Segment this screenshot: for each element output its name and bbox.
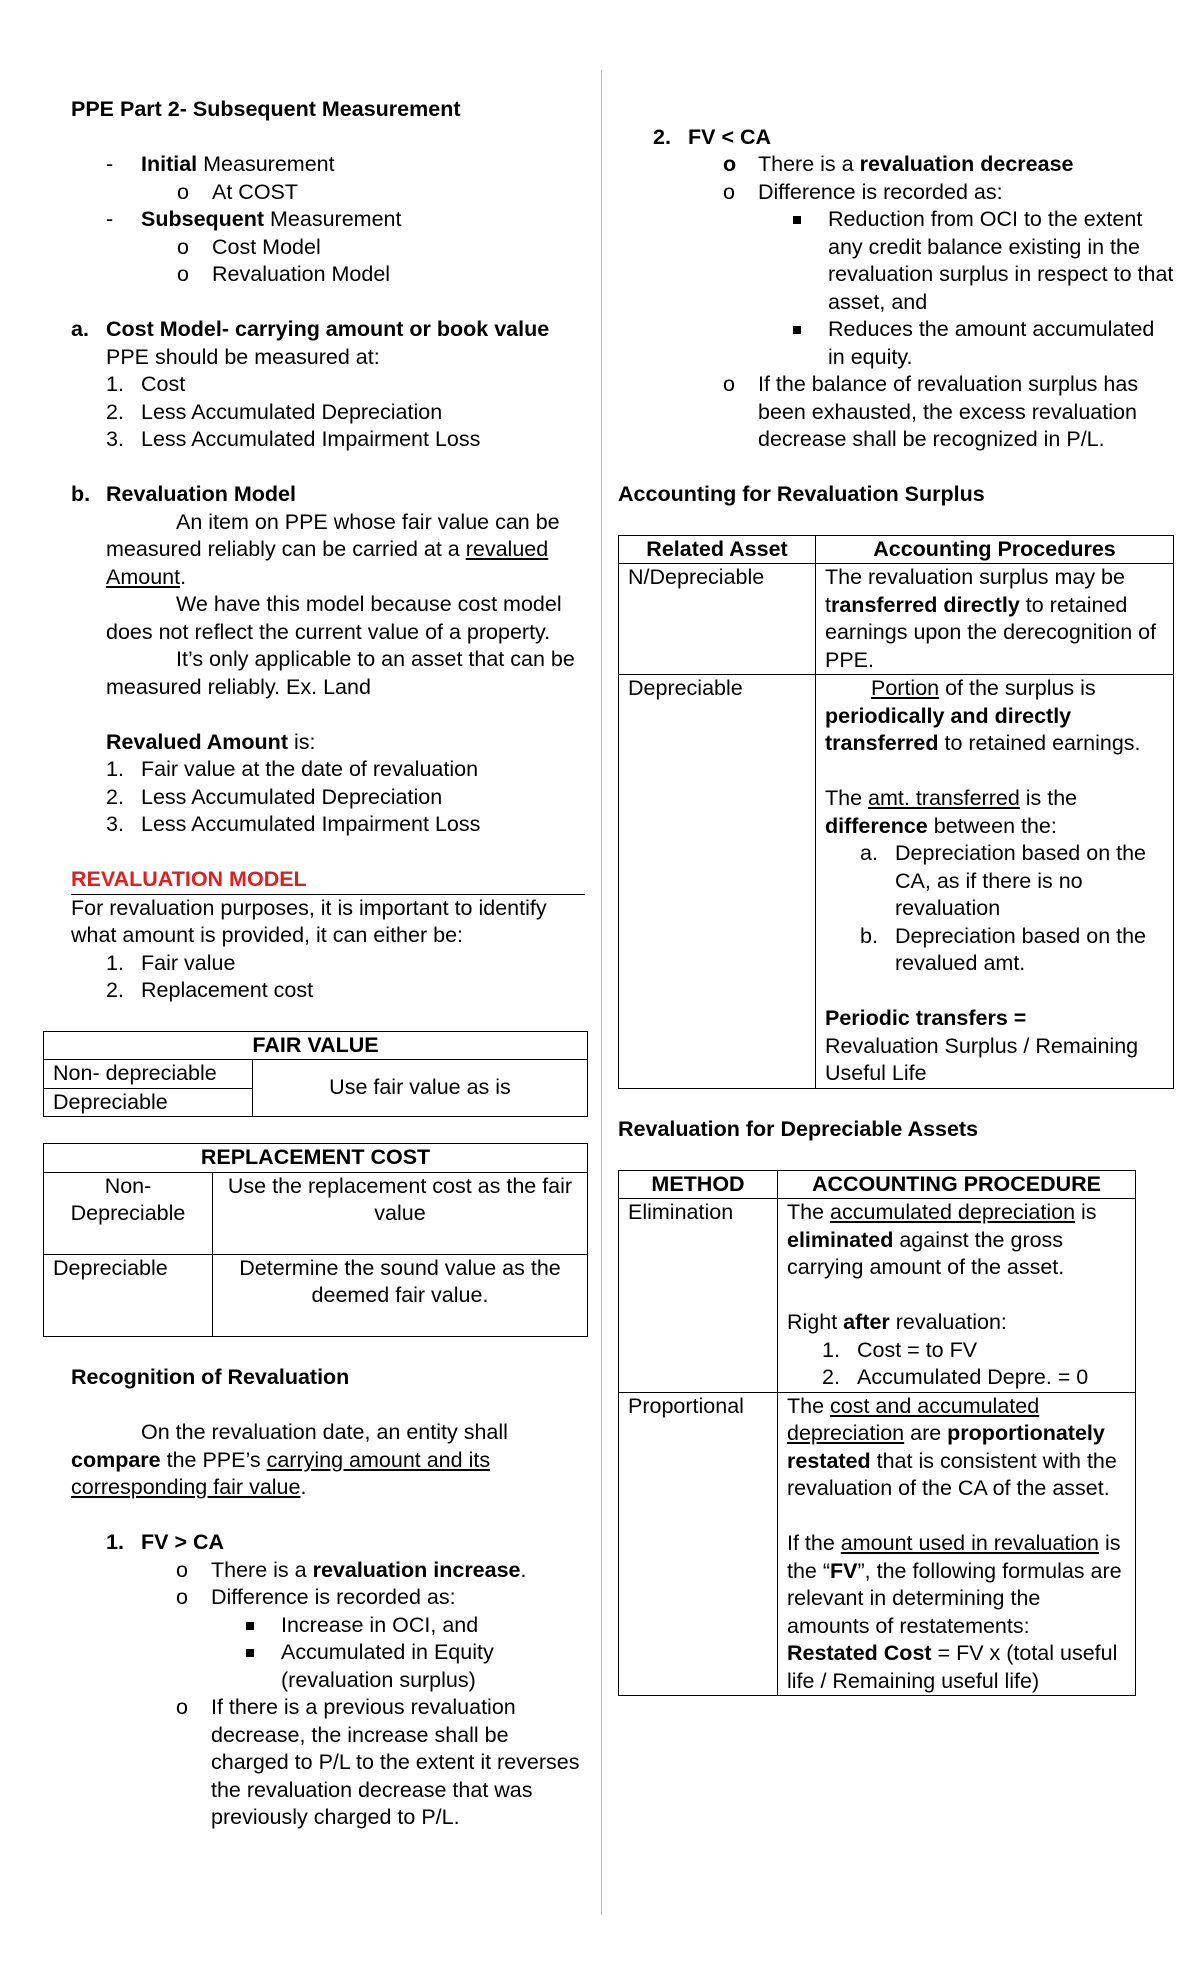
list-item: a. Depreciation based on the CA, as if there is no revaluation xyxy=(860,841,1147,920)
list-item: o Difference is recorded as: xyxy=(176,1585,456,1609)
fair-value-table xyxy=(43,1031,588,1118)
revaluation-model-heading: REVALUATION MODEL xyxy=(71,866,585,895)
column-divider xyxy=(601,70,602,1915)
table-header: REPLACEMENT COST xyxy=(44,1144,588,1173)
list-item: 2. Less Accumulated Depreciation xyxy=(106,784,443,809)
table-cell: Elimination xyxy=(619,1199,778,1393)
table-cell: Non-Depreciable xyxy=(44,1172,213,1254)
right-column xyxy=(618,96,1174,1696)
table-cell: Proportional xyxy=(619,1392,778,1696)
list-item: 3. Less Accumulated Impairment Loss xyxy=(106,812,481,836)
recognition-heading: Recognition of Revaluation xyxy=(71,1365,350,1389)
list-item: o If there is a previous revaluation decrease, the increase shall be charged to P/L to the extent it reverses the revaluation decrease that was previously charged to P/L. xyxy=(176,1695,580,1829)
surplus-heading: Accounting for Revaluation Surplus xyxy=(618,482,985,506)
recognition-paragraph: On the revaluation date, an entity shall compare the PPE’s carrying amount and its corresponding fair value. xyxy=(71,1420,508,1499)
list-item: Reduction from OCI to the extent any credit balance existing in the revaluation surplus in respect to that asset, and xyxy=(793,206,1174,316)
table-cell: Depreciable xyxy=(44,1254,213,1336)
page-title: PPE Part 2- Subsequent Measurement xyxy=(71,97,461,121)
list-item: 2. Accumulated Depre. = 0 xyxy=(822,1365,1089,1389)
depreciable-assets-table xyxy=(618,1170,1136,1697)
table-cell: N/Depreciable xyxy=(619,564,816,675)
list-item: 1. Fair value at the date of revaluation xyxy=(106,757,479,781)
section-a-intro: PPE should be measured at: xyxy=(106,344,380,369)
initial-measurement-item: - Initial Measurement xyxy=(106,152,335,176)
list-item: Accumulated in Equity (revaluation surplus) xyxy=(246,1639,585,1694)
list-item: 2. Less Accumulated Depreciation xyxy=(106,399,443,424)
list-item: o There is a revaluation decrease xyxy=(723,152,1074,176)
revaluation-surplus-table xyxy=(618,535,1174,1089)
table-cell: The cost and accumulated depreciation are proportionately restated that is consistent with the revaluation of the CA of the asset. If the amount used in revaluation is the “FV”, the following formulas are relevant in determining the amounts of restatements: Restated Cost = FV x (total useful life / Remaining useful life) xyxy=(778,1392,1136,1696)
section-a: a. Cost Model- carrying amount or book value PPE should be measured at: 1. Cost 2. Less Accumulated Depreciation 3. Less Accumulated Impairment Loss xyxy=(71,316,585,454)
table-header: FAIR VALUE xyxy=(44,1031,588,1060)
table-header: Related Asset xyxy=(619,535,816,564)
table-cell: Portion of the surplus is periodically and directly transferred to retained earnings. The amt. transferred is the difference between the: a. Depreciation based on the CA, as if there is no revaluation b. Depreciation based on the revalued amt. Periodic transfers = Revaluation Surplus / Remaining Useful Life xyxy=(816,675,1174,1089)
left-column xyxy=(53,96,585,1832)
list-item: o Difference is recorded as: xyxy=(723,179,1003,204)
list-item: 1. Cost = to FV xyxy=(822,1337,978,1362)
list-item: 3. Less Accumulated Impairment Loss xyxy=(106,427,481,451)
section-b: b. Revaluation Model An item on PPE whose fair value can be measured reliably can be carried at a revalued Amount. We have this model because cost model does not reflect the current value of a property. It’s only applicable to an asset that can be measured reliably. Ex. Land Revalued Amount is: 1. Fair value at the date of revaluation 2. Less Accumulated Depreciation 3. Less Accumulated Impairment Loss xyxy=(71,481,585,839)
revalued-amount-heading: Revalued Amount is: xyxy=(106,729,316,754)
table-cell: Use the replacement cost as the fair value xyxy=(213,1172,588,1254)
table-header: METHOD xyxy=(619,1170,778,1199)
table-cell: The revaluation surplus may be transferred directly to retained earnings upon the derecognition of PPE. xyxy=(816,564,1174,675)
list-item: o There is a revaluation increase. xyxy=(176,1557,527,1582)
section-a-heading: Cost Model- carrying amount or book value xyxy=(106,317,550,341)
section-b-heading: Revaluation Model xyxy=(106,482,296,506)
table-header: ACCOUNTING PROCEDURE xyxy=(778,1170,1136,1199)
revaluation-model-text: For revaluation purposes, it is important to identify what amount is provided, it can either be: xyxy=(71,895,547,947)
depreciable-heading: Revaluation for Depreciable Assets xyxy=(618,1117,979,1141)
list-item: b. Depreciation based on the revalued amt. xyxy=(860,923,1147,975)
paragraph: It’s only applicable to an asset that can be measured reliably. Ex. Land xyxy=(106,647,575,699)
list-item: o If the balance of revaluation surplus has been exhausted, the excess revaluation decrease shall be recognized in P/L. xyxy=(723,372,1139,451)
list-item: Reduces the amount accumulated in equity. xyxy=(793,316,1174,371)
list-item: 1. Cost xyxy=(106,372,186,396)
subsequent-measurement-item: - Subsequent Measurement xyxy=(106,207,402,231)
revaluation-model-item: o Revaluation Model xyxy=(177,262,391,286)
replacement-cost-table xyxy=(43,1143,588,1337)
at-cost-item: o At COST xyxy=(177,179,299,204)
list-item: 1. Fair value xyxy=(106,950,236,975)
table-cell: Non- depreciable xyxy=(44,1060,253,1089)
fv-less-ca-section: 2. FV < CA o There is a revaluation decrease o Difference is recorded as: Reduction from OCI to the extent any credit balance existing in the revaluation surplus in respect to that asset, and Reduces the amount accumulated in equity. o If the balance of revaluation surplus has been exhausted, the excess revaluation decrease shall be recognized in P/L. xyxy=(653,124,1174,454)
table-header: Accounting Procedures xyxy=(816,535,1174,564)
table-cell: Depreciable xyxy=(619,675,816,1089)
table-cell: Use fair value as is xyxy=(253,1060,588,1117)
table-cell: Determine the sound value as the deemed fair value. xyxy=(213,1254,588,1336)
paragraph: An item on PPE whose fair value can be measured reliably can be carried at a revalued Amount. xyxy=(106,509,560,589)
cost-model-item: o Cost Model xyxy=(177,234,321,259)
table-cell: Depreciable xyxy=(44,1088,253,1117)
list-item: 2. Replacement cost xyxy=(106,978,314,1002)
fv-greater-ca-section: 1. FV > CA o There is a revaluation increase. o Difference is recorded as: Increase in OCI, and Accumulated in Equity (revaluation surplus) o If there is a previous revaluation decrease, the increase shall be charged to P/L to the extent it reverses the revaluation decrease that was previously charged to P/L. xyxy=(106,1529,585,1832)
table-cell: The accumulated depreciation is eliminated against the gross carrying amount of the asset. Right after revaluation: 1. Cost = to FV 2. Accumulated Depre. = 0 xyxy=(778,1199,1136,1393)
list-item: Increase in OCI, and xyxy=(246,1612,585,1640)
paragraph: We have this model because cost model does not reflect the current value of a property. xyxy=(106,592,562,644)
